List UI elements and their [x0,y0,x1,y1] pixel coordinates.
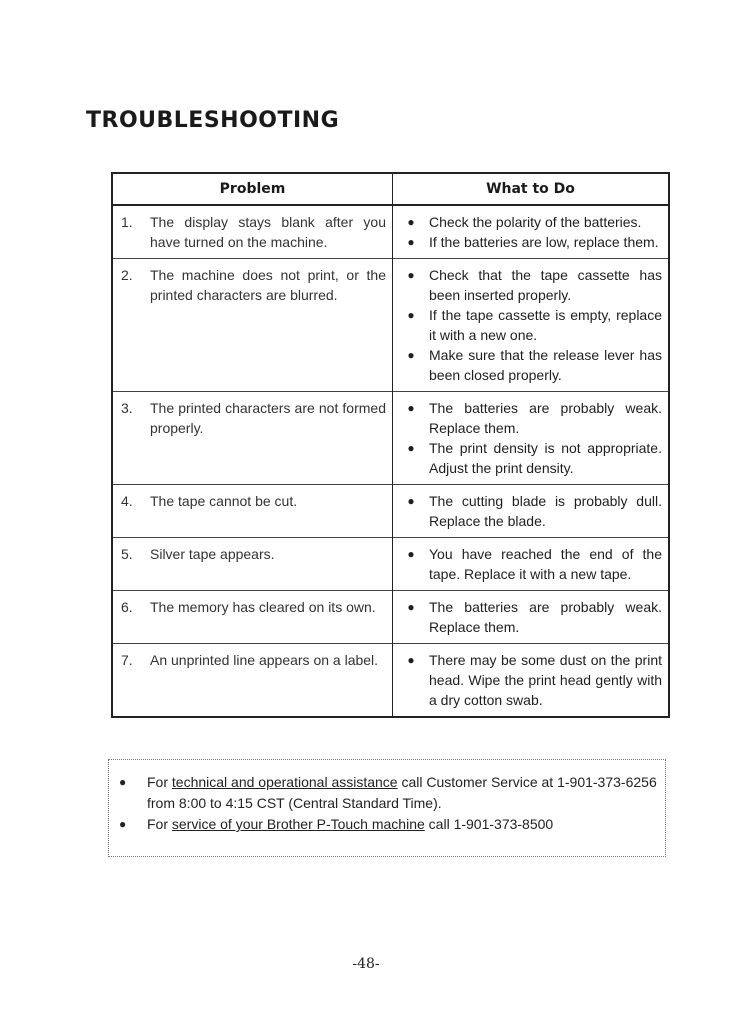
table-row [112,538,669,591]
problem-cell [112,392,393,485]
action-item [393,345,662,385]
action-item [393,305,662,345]
action-item [393,438,662,478]
table-row [112,205,669,259]
bullet-icon: ● [407,494,415,508]
bullet-icon: ● [407,215,415,229]
problem-cell [112,259,393,392]
action-item [393,597,662,637]
action-cell [393,644,670,718]
problem-number: 3. [121,400,133,416]
action-text: The batteries are probably weak. Replace them. [429,599,662,635]
problem-number: 1. [121,214,133,230]
bullet-icon: ● [407,653,415,667]
table-header-row [112,173,669,205]
problem-text: The machine does not print, or the printed characters are blurred. [150,267,386,303]
action-item [393,232,662,252]
problem-number: 6. [121,599,133,615]
bullet-icon: ● [407,308,415,322]
bullet-icon: ● [407,235,415,249]
action-item [393,491,662,531]
table-row [112,644,669,718]
bullet-icon: ● [119,817,127,831]
problem-number: 4. [121,493,133,509]
problem-text: Silver tape appears. [150,546,275,562]
bullet-icon: ● [119,775,127,789]
header-problem: Problem [112,173,393,205]
action-text: If the batteries are low, replace them. [429,234,659,250]
problem-text: The tape cannot be cut. [150,493,298,509]
bullet-icon: ● [407,547,415,561]
action-cell [393,205,670,259]
problem-cell [112,205,393,259]
action-text: The print density is not appropriate. Adjust the print density. [429,440,662,476]
action-text: You have reached the end of the tape. Replace it with a new tape. [429,546,662,582]
problem-number: 2. [121,267,133,283]
problem-number: 7. [121,652,133,668]
problem-cell [112,591,393,644]
action-cell [393,392,670,485]
service-note-text: For service of your Brother P-Touch machine call 1-901-373-8500 [147,816,554,832]
service-link[interactable]: service of your Brother P-Touch machine [171,816,425,832]
problem-number: 5. [121,546,133,562]
problem-text: The printed characters are not formed properly. [150,400,386,436]
header-what-to-do: What to Do [393,173,670,205]
action-item [393,650,662,710]
bullet-icon: ● [407,401,415,415]
problem-text: The display stays blank after you have turned on the machine. [150,214,386,250]
table-row [112,259,669,392]
action-text: Check the polarity of the batteries. [429,214,642,230]
table-row [112,485,669,538]
support-note-text: For technical and operational assistance call Customer Service at 1-901-373-6256 from 8:00 to 4:15 CST (Central Standard Time). [147,774,657,811]
troubleshooting-table [111,172,670,718]
bullet-icon: ● [407,600,415,614]
action-cell [393,538,670,591]
technical-assistance-link[interactable]: technical and operational assistance [171,774,398,790]
table-row [112,392,669,485]
action-text: Make sure that the release lever has been closed properly. [429,347,662,383]
bullet-icon: ● [407,348,415,362]
page-number: -48- [352,956,380,972]
problem-text: An unprinted line appears on a label. [150,652,379,668]
table-row [112,591,669,644]
page-title: TROUBLESHOOTING [86,108,340,133]
action-item [393,544,662,584]
action-item [393,212,662,232]
bullet-icon: ● [407,268,415,282]
action-cell [393,259,670,392]
support-note-line [119,772,657,814]
support-note-box [108,759,666,857]
service-note-line [119,814,657,835]
problem-text: The memory has cleared on its own. [150,599,376,615]
action-cell [393,591,670,644]
action-text: The batteries are probably weak. Replace them. [429,400,662,436]
action-text: There may be some dust on the print head. Wipe the print head gently with a dry cotton swab. [429,652,662,708]
problem-cell [112,644,393,718]
problem-cell [112,538,393,591]
action-item [393,265,662,305]
action-cell [393,485,670,538]
action-text: The cutting blade is probably dull. Replace the blade. [429,493,662,529]
bullet-icon: ● [407,441,415,455]
action-item [393,398,662,438]
action-text: If the tape cassette is empty, replace it with a new one. [429,307,662,343]
action-text: Check that the tape cassette has been inserted properly. [429,267,662,303]
problem-cell [112,485,393,538]
